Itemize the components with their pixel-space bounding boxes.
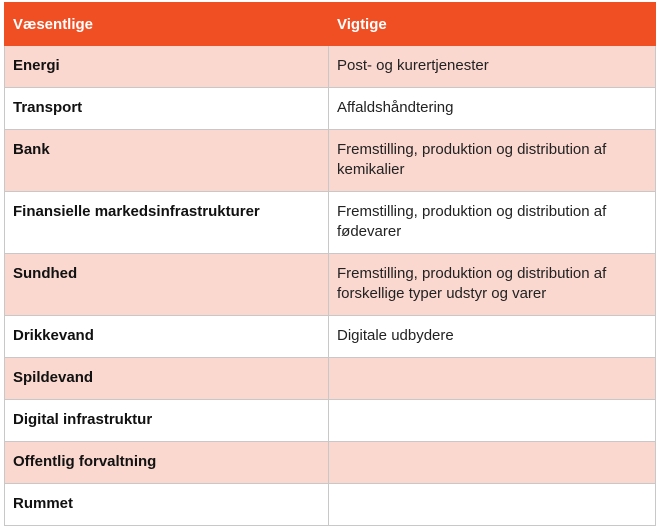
important-sector — [329, 400, 656, 442]
header-essential: Væsentlige — [5, 3, 329, 46]
essential-sector: Spildevand — [5, 358, 329, 400]
important-sector: Affaldshåndtering — [329, 88, 656, 130]
table-row — [5, 358, 656, 400]
essential-sector: Bank — [5, 130, 329, 192]
important-sector: Fremstilling, produktion og distribution af forskellige typer udstyr og varer — [329, 254, 656, 316]
important-sector: Fremstilling, produktion og distribution af fødevarer — [329, 192, 656, 254]
essential-sector: Finansielle markedsinfrastrukturer — [5, 192, 329, 254]
table-row — [5, 484, 656, 526]
essential-sector: Drikkevand — [5, 316, 329, 358]
table-row — [5, 192, 656, 254]
important-sector: Digitale udbydere — [329, 316, 656, 358]
essential-sector: Offentlig forvaltning — [5, 442, 329, 484]
sector-table — [4, 2, 656, 526]
essential-sector: Digital infrastruktur — [5, 400, 329, 442]
essential-sector: Sundhed — [5, 254, 329, 316]
table-row — [5, 316, 656, 358]
header-important: Vigtige — [329, 3, 656, 46]
table-row — [5, 254, 656, 316]
table-row — [5, 88, 656, 130]
header-row — [5, 3, 656, 46]
table-row — [5, 400, 656, 442]
essential-sector: Energi — [5, 46, 329, 88]
table-row — [5, 442, 656, 484]
table-row — [5, 130, 656, 192]
essential-sector: Rummet — [5, 484, 329, 526]
important-sector: Fremstilling, produktion og distribution af kemikalier — [329, 130, 656, 192]
important-sector — [329, 442, 656, 484]
important-sector — [329, 358, 656, 400]
table-row — [5, 46, 656, 88]
essential-sector: Transport — [5, 88, 329, 130]
important-sector — [329, 484, 656, 526]
important-sector: Post- og kurertjenester — [329, 46, 656, 88]
